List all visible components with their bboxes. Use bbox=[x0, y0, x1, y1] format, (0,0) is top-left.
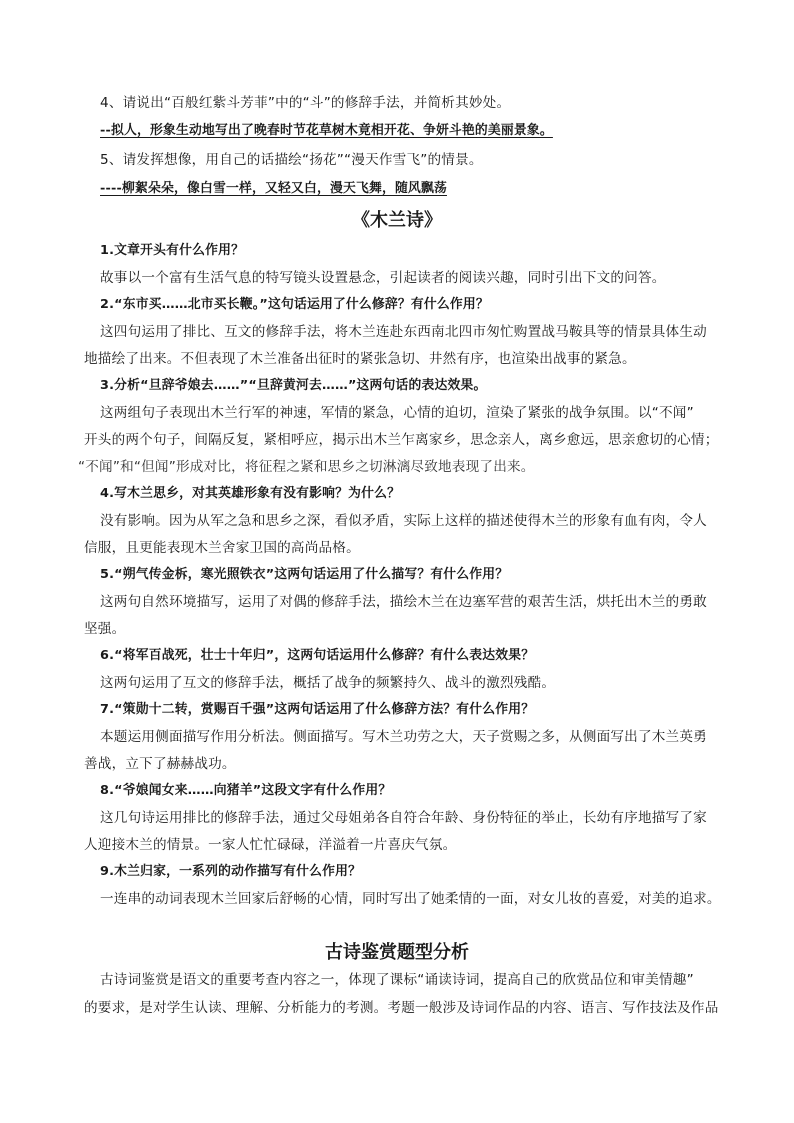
poetry-title: 古诗鉴赏题型分析 bbox=[325, 942, 469, 963]
answer-4: --拟人，形象生动地写出了晚春时节花草树木竟相开花、争妍斗艳的美丽景象。 bbox=[100, 123, 553, 138]
answer-5: ----柳絮朵朵，像白雪一样，又轻又白，漫天飞舞，随风飘荡 bbox=[100, 181, 447, 196]
mulan-a9-line1: 一连串的动词表现木兰回家后舒畅的心情，同时写出了她柔情的一面，对女儿妆的喜爱，对美的追求。 bbox=[100, 891, 721, 907]
poetry-para-line1: 古诗词鉴赏是语文的重要考查内容之一，体现了课标“诵读诗词，提高自己的欣赏品位和审美情趣” bbox=[100, 972, 694, 988]
question-5: 5、请发挥想像，用自己的话描绘“扬花”“漫天作雪飞”的情景。 bbox=[100, 152, 483, 168]
mulan-title: 《木兰诗》 bbox=[352, 210, 442, 231]
mulan-a7-line2: 善战，立下了赫赫战功。 bbox=[84, 756, 236, 772]
mulan-a3-line1: 这两组句子表现出木兰行军的神速，军情的紧急，心情的迫切，渲染了紧张的战争氛围。以“不闻” bbox=[100, 405, 694, 421]
mulan-q6: 6.“将军百战死，壮士十年归”，这两句话运用什么修辞？有什么表达效果？ bbox=[100, 648, 535, 663]
mulan-a5-line2: 坚强。 bbox=[84, 621, 126, 637]
mulan-q3: 3.分析“旦辞爷娘去……”“旦辞黄河去……”这两句话的表达效果。 bbox=[100, 378, 487, 393]
mulan-a3-line3: “不闻”和“但闻”形成对比，将征程之紧和思乡之切淋漓尽致地表现了出来。 bbox=[78, 459, 535, 475]
mulan-a4-line1: 没有影响。因为从军之急和思乡之深，看似矛盾，实际上这样的描述使得木兰的形象有血有肉，令人 bbox=[100, 513, 707, 529]
mulan-a6-line1: 这两句运用了互文的修辞手法，概括了战争的频繁持久、战斗的激烈残酷。 bbox=[100, 675, 556, 691]
question-4: 4、请说出“百般红紫斗芳菲”中的“斗”的修辞手法，并简析其妙处。 bbox=[100, 95, 511, 111]
mulan-a3-line2: 开头的两个句子，间隔反复，紧相呼应，揭示出木兰乍离家乡，思念亲人，离乡愈远，思亲愈切的心情； bbox=[84, 432, 719, 448]
mulan-q4: 4.写木兰思乡，对其英雄形象有没有影响？为什么？ bbox=[100, 486, 401, 501]
mulan-q2: 2.“东市买……北市买长鞭。”这句话运用了什么修辞？有什么作用？ bbox=[100, 297, 489, 312]
mulan-a4-line2: 信服，且更能表现木兰舍家卫国的高尚品格。 bbox=[84, 540, 360, 556]
mulan-q8: 8.“爷娘闻女来……向猪羊”这段文字有什么作用？ bbox=[100, 783, 392, 798]
mulan-q1: 1.文章开头有什么作用？ bbox=[100, 243, 245, 258]
mulan-a8-line1: 这几句诗运用排比的修辞手法，通过父母姐弟各自符合年龄、身份特征的举止，长幼有序地描写了家 bbox=[100, 810, 707, 826]
mulan-a5-line1: 这两句自然环境描写，运用了对偶的修辞手法，描绘木兰在边塞军营的艰苦生活，烘托出木兰的勇敢 bbox=[100, 594, 707, 610]
mulan-q9: 9.木兰归家，一系列的动作描写有什么作用？ bbox=[100, 864, 362, 879]
mulan-q5: 5.“朔气传金柝，寒光照铁衣”这两句话运用了什么描写？有什么作用？ bbox=[100, 567, 509, 582]
mulan-q7: 7.“策勋十二转，赏赐百千强”这两句话运用了什么修辞方法？有什么作用？ bbox=[100, 702, 535, 717]
poetry-para-line2: 的要求，是对学生认读、理解、分析能力的考测。考题一般涉及诗词作品的内容、语言、写作技法及作品 bbox=[84, 1000, 719, 1016]
mulan-a1-line1: 故事以一个富有生活气息的特写镜头设置悬念，引起读者的阅读兴趣，同时引出下文的问答。 bbox=[100, 270, 666, 286]
mulan-a2-line2: 地描绘了出来。不但表现了木兰准备出征时的紧张急切、井然有序，也渲染出战事的紧急。 bbox=[84, 351, 636, 367]
mulan-a8-line2: 人迎接木兰的情景。一家人忙忙碌碌，洋溢着一片喜庆气氛。 bbox=[84, 837, 457, 853]
mulan-a7-line1: 本题运用侧面描写作用分析法。侧面描写。写木兰功劳之大，天子赏赐之多，从侧面写出了木兰英勇 bbox=[100, 729, 707, 745]
mulan-a2-line1: 这四句运用了排比、互文的修辞手法，将木兰连赴东西南北四市匆忙购置战马鞍具等的情景具体生动 bbox=[100, 324, 707, 340]
